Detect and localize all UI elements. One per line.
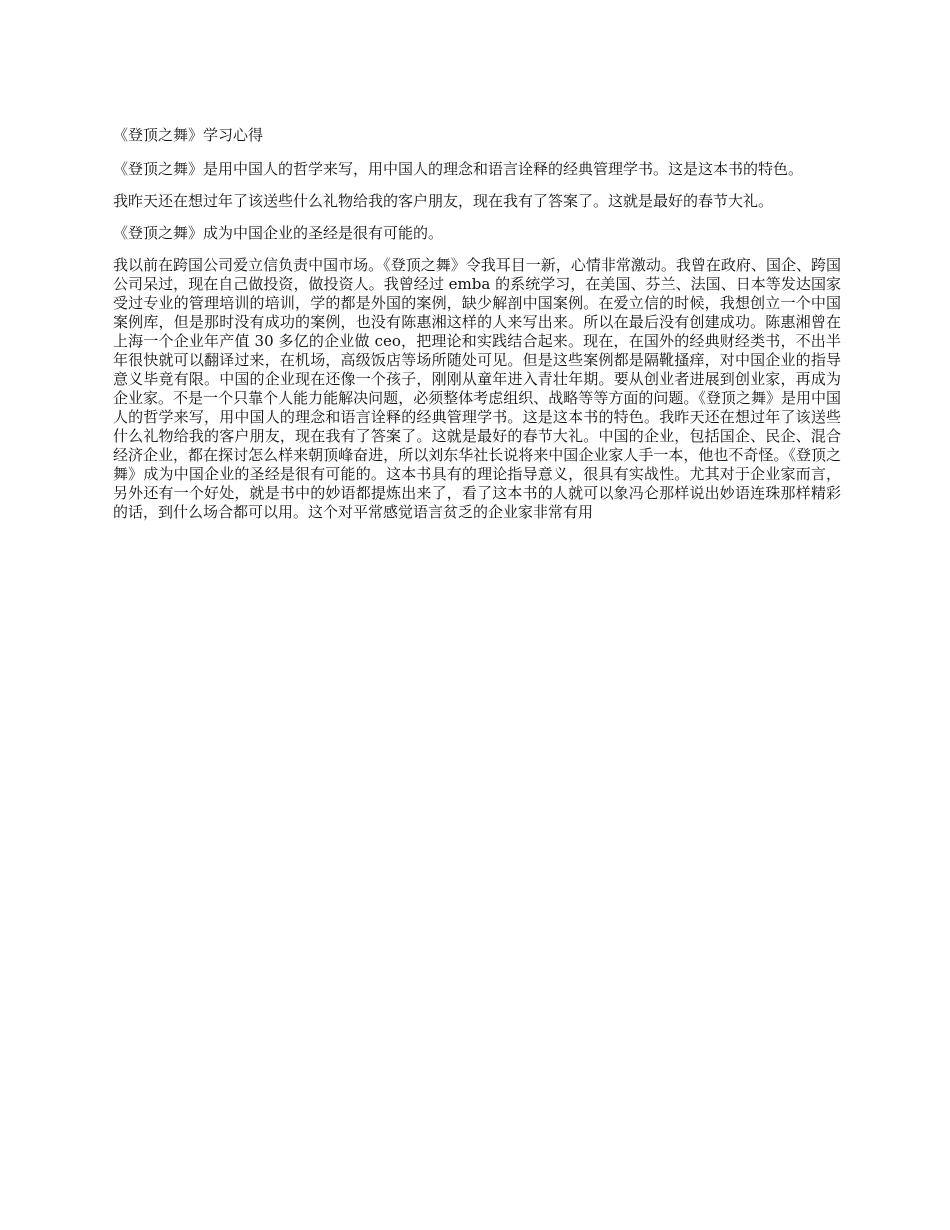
paragraph-1: 《登顶之舞》是用中国人的哲学来写，用中国人的理念和语言诠释的经典管理学书。这是这本书的特色。 [113, 160, 804, 178]
document-page [113, 126, 841, 535]
paragraph-4: 我以前在跨国公司爱立信负责中国市场。《登顶之舞》令我耳目一新，心情非常激动。我曾在政府、国企、跨国公司呆过，现在自己做投资，做投资人。我曾经过 emba 的系统学习，在美国、芬兰、法国、日本等发达国家受过专业的管理培训的培训，学的都是外国的案例，缺少解剖中国案例。在爱立信的时候，我想创立一个中国案例库，但是那时没有成功的案例，也没有陈惠湘这样的人来写出来。所以在最后没有创建成功。陈惠湘曾在上海一个企业年产值 30 多亿的企业做 ceo，把理论和实践结合起来。现在，在国外的经典财经类书，不出半年很快就可以翻译过来，在机场，高级饭店等场所随处可见。但是这些案例都是隔靴搔痒，对中国企业的指导意义毕竟有限。中国的企业现在还像一个孩子，刚刚从童年进入青壮年期。要从创业者进展到创业家，再成为企业家。不是一个只靠个人能力能解决问题，必须整体考虑组织、战略等等方面的问题。《登顶之舞》是用中国人的哲学来写，用中国人的理念和语言诠释的经典管理学书。这是这本书的特色。我昨天还在想过年了该送些什么礼物给我的客户朋友，现在我有了答案了。这就是最好的春节大礼。中国的企业，包括国企、民企、混合经济企业，都在探讨怎么样来朝顶峰奋进，所以刘东华社长说将来中国企业家人手一本，他也不奇怪。《登顶之舞》成为中国企业的圣经是很有可能的。这本书具有的理论指导意义，很具有实战性。尤其对于企业家而言，另外还有一个好处，就是书中的妙语都提炼出来了，看了这本书的人就可以象冯仑那样说出妙语连珠那样精彩的话，到什么场合都可以用。这个对平常感觉语言贫乏的企业家非常有用 [113, 256, 841, 521]
document-title: 《登顶之舞》学习心得 [113, 126, 264, 144]
paragraph-3: 《登顶之舞》成为中国企业的圣经是很有可能的。 [113, 224, 444, 242]
paragraph-2: 我昨天还在想过年了该送些什么礼物给我的客户朋友，现在我有了答案了。这就是最好的春节大礼。 [113, 192, 774, 210]
